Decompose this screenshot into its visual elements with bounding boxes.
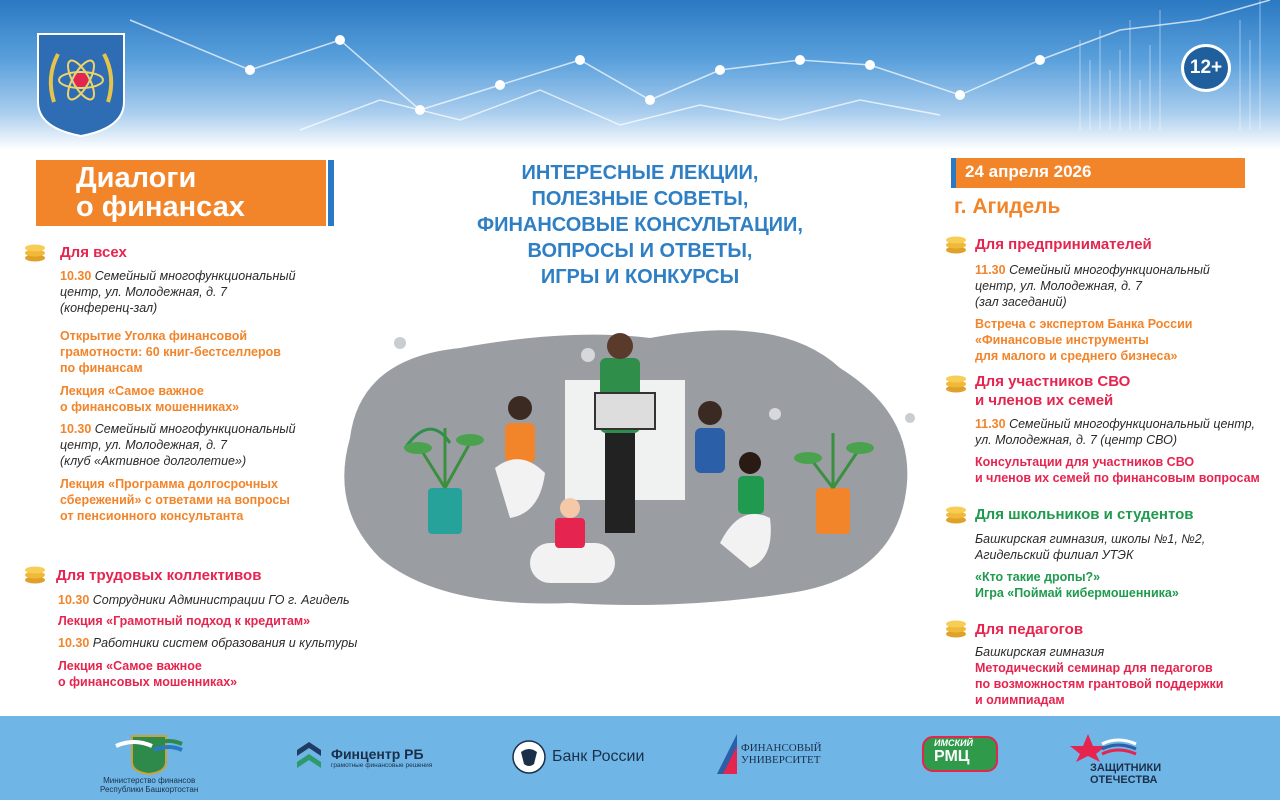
event-title-box xyxy=(36,160,326,226)
schedule-place-line: Сотрудники Администрации ГО г. Агидель xyxy=(92,593,350,607)
schedule-place-line: (зал заседаний) xyxy=(975,295,1067,309)
schedule-place-line: Башкирская гимназия, школы №1, №2, xyxy=(975,532,1206,546)
logo-univ-text-2: УНИВЕРСИТЕТ xyxy=(741,754,821,766)
headline-line: ФИНАНСОВЫЕ КОНСУЛЬТАЦИИ, xyxy=(477,214,803,236)
coins-icon xyxy=(24,244,46,262)
logo-fincenter xyxy=(295,740,432,774)
event-item: Методический семинар для педагогов xyxy=(975,661,1213,675)
event-date-box xyxy=(951,158,1245,188)
schedule-place-line: Работники систем образования и культуры xyxy=(92,636,358,650)
schedule-time: 10.30 xyxy=(60,269,92,283)
schedule-place-line: Семейный многофункциональный xyxy=(94,422,296,436)
logo-fincenter-text: Финцентр РБ xyxy=(331,745,424,762)
schedule-place-line: Агидельский филиал УТЭК xyxy=(975,548,1134,562)
event-item: Встреча с экспертом Банка России xyxy=(975,317,1193,331)
schedule-place xyxy=(60,268,296,285)
schedule-place-line: Башкирская гимназия xyxy=(975,645,1105,659)
coins-icon xyxy=(945,620,967,638)
coins-icon xyxy=(945,236,967,254)
event-item: Открытие Уголка финансовой xyxy=(60,329,248,343)
logo-fin-university xyxy=(715,732,822,776)
event-item: грамотности: 60 книг-бестселлеров xyxy=(60,345,281,359)
age-rating-text: 12+ xyxy=(1189,57,1223,78)
event-title-line2: о финансах xyxy=(76,191,245,223)
event-item: и олимпиадам xyxy=(975,693,1065,707)
event-date: 24 апреля 2026 xyxy=(965,162,1092,181)
event-item: Лекция «Программа долгосрочных xyxy=(60,477,278,491)
age-rating-badge xyxy=(1181,44,1231,92)
logo-defenders-text-1: ЗАЩИТНИКИ xyxy=(1090,762,1162,774)
schedule-time: 10.30 xyxy=(58,593,90,607)
people-discussion-illustration xyxy=(320,318,940,618)
event-item: для малого и среднего бизнеса» xyxy=(975,349,1178,363)
defenders-star-icon xyxy=(1068,732,1138,762)
logo-defenders-text-2: ОТЕЧЕСТВА xyxy=(1090,774,1158,786)
event-item: «Кто такие дропы?» xyxy=(975,570,1101,584)
logo-bank-text: Банк России xyxy=(552,748,645,765)
schedule-place-line: Семейный многофункциональный xyxy=(1009,263,1210,277)
logo-rmc-text-1: ИМСКИЙ xyxy=(934,738,973,748)
schedule-time: 11.30 xyxy=(975,263,1006,277)
event-item: от пенсионного консультанта xyxy=(60,509,244,523)
schedule-place xyxy=(58,635,357,652)
logo-univ-text-1: ФИНАНСОВЫЙ xyxy=(741,742,822,754)
headline-line: ВОПРОСЫ И ОТВЕТЫ, xyxy=(527,240,753,262)
coins-icon xyxy=(945,375,967,393)
event-item: по финансам xyxy=(60,361,143,375)
city-crest-icon xyxy=(36,32,126,138)
headline-line: ИНТЕРЕСНЫЕ ЛЕКЦИИ, xyxy=(521,162,759,184)
headline xyxy=(400,160,880,290)
headline-line: ИГРЫ И КОНКУРСЫ xyxy=(540,266,740,288)
coins-icon xyxy=(945,506,967,524)
event-item: о финансовых мошенниках» xyxy=(60,400,240,414)
event-item: Лекция «Самое важное xyxy=(58,659,202,673)
top-banner xyxy=(0,0,1280,150)
event-item: Лекция «Самое важное xyxy=(60,384,204,398)
schedule-place xyxy=(58,592,350,609)
logo-minfin-text-1: Министерство финансов xyxy=(103,776,196,785)
schedule-place-line: центр, ул. Молодежная, д. 7 xyxy=(60,438,227,452)
event-item: Лекция «Грамотный подход к кредитам» xyxy=(58,614,311,628)
coins-icon xyxy=(24,566,46,584)
section-title-students: Для школьников и студентов xyxy=(975,506,1194,523)
university-flag-icon xyxy=(715,732,739,776)
event-title-line1: Диалоги xyxy=(76,162,197,194)
schedule-place-line: центр, ул. Молодежная, д. 7 xyxy=(975,279,1142,293)
section-title-svo: Для участников СВО xyxy=(975,373,1131,390)
logo-rmc xyxy=(922,736,998,772)
section-title-svo: и членов их семей xyxy=(975,392,1114,409)
schedule-time: 10.30 xyxy=(58,636,90,650)
event-city: г. Агидель xyxy=(954,195,1061,218)
section-title-teachers: Для педагогов xyxy=(975,621,1084,638)
logo-minfin-text-2: Республики Башкортостан xyxy=(100,785,199,794)
minfin-emblem-icon xyxy=(114,732,184,776)
logo-rmc-text-2: РМЦ xyxy=(934,748,970,765)
event-item: о финансовых мошенниках» xyxy=(58,675,238,689)
schedule-place-line: (конференц-зал) xyxy=(60,301,158,315)
section-title-entrepreneurs: Для предпринимателей xyxy=(975,236,1152,253)
banner-chart-decoration xyxy=(0,0,1280,150)
headline-line: ПОЛЕЗНЫЕ СОВЕТЫ, xyxy=(531,188,749,210)
section-title-work-teams: Для трудовых коллективов xyxy=(56,567,262,584)
schedule-place-line: (клуб «Активное долголетие») xyxy=(60,454,247,468)
schedule-place xyxy=(975,262,1210,279)
event-item: и членов их семей по финансовым вопросам xyxy=(975,471,1260,485)
section-title-for-all: Для всех xyxy=(60,244,127,261)
schedule-place-line: центр, ул. Молодежная, д. 7 xyxy=(60,285,227,299)
event-item: сбережений» с ответами на вопросы xyxy=(60,493,290,507)
event-item: «Финансовые инструменты xyxy=(975,333,1149,347)
logo-fincenter-sub: грамотные финансовые решения xyxy=(331,761,433,769)
schedule-place-line: Семейный многофункциональный центр, xyxy=(1009,417,1256,431)
bank-eagle-icon xyxy=(512,740,546,774)
event-item: Консультации для участников СВО xyxy=(975,455,1195,469)
schedule-place-line: Семейный многофункциональный xyxy=(94,269,296,283)
event-item: Игра «Поймай кибермошенника» xyxy=(975,586,1179,600)
schedule-place xyxy=(975,416,1255,433)
logo-minfin xyxy=(100,732,198,794)
schedule-time: 10.30 xyxy=(60,422,92,436)
schedule-place xyxy=(60,421,296,438)
fincenter-chevron-icon xyxy=(295,740,323,774)
logo-bank-of-russia xyxy=(512,740,644,774)
event-item: по возможностям грантовой поддержки xyxy=(975,677,1224,691)
schedule-time: 11.30 xyxy=(975,417,1006,431)
schedule-place-line: ул. Молодежная, д. 7 (центр СВО) xyxy=(975,433,1178,447)
logo-defenders xyxy=(1068,732,1161,786)
